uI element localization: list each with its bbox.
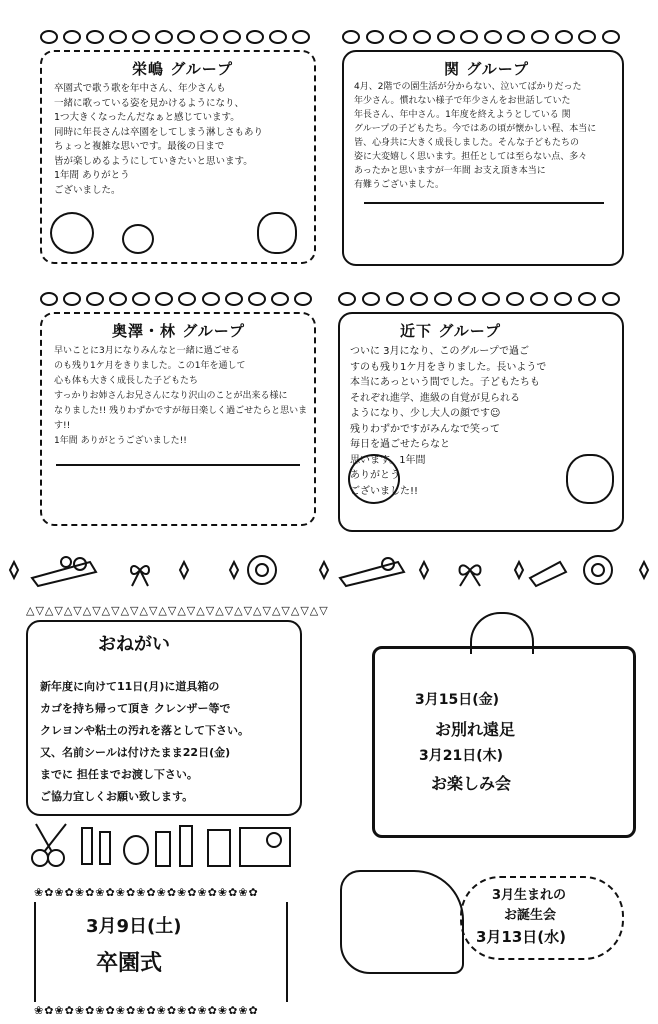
event-name-2: お楽しみ会 xyxy=(431,774,512,793)
request-body: 新年度に向けて11日(月)に道具箱の カゴを持ち帰って頂き クレンザー等で クレヨンや粘土の汚れを落として下さい。 又、名前シールは付けたまま22日(金) までに 担任までお渡し下さい。 ご協力宜しくお願い致します。 xyxy=(40,680,249,803)
mid-garland-2 xyxy=(338,290,620,308)
top-garland-2 xyxy=(342,28,620,46)
request-box xyxy=(26,620,302,816)
stationery-illustration xyxy=(26,818,296,870)
birthday-line2: お誕生会 xyxy=(504,908,557,923)
event-date-1: 3月15日(金) xyxy=(415,692,500,708)
note-title: 奥澤・林 グループ xyxy=(112,322,246,340)
note-body: 卒園式で歌う歌を年中さん、年少さんも 一緒に歌っている姿を見かけるようになり、 1つ大きくなったんだなぁと感じています。 同時に年長さんは卒園をしてしまう淋しさもあり ちょっと複雑な思いです。最後の日まで 皆が楽しめるようにしていきたいと思います。 1年間 ありがとう ございました。 xyxy=(54,83,264,196)
note-sakaeshima xyxy=(40,50,316,264)
note-title: 近下 グループ xyxy=(400,322,502,340)
birthday-date: 3月13日(水) xyxy=(476,928,567,946)
graduation-date: 3月9日(土) xyxy=(86,916,182,937)
rabbit-illustration xyxy=(257,212,297,254)
airplane-illustration xyxy=(340,870,464,974)
frog-illustration xyxy=(122,224,154,254)
graduation-box xyxy=(34,902,288,1002)
note-body: ついに 3月になり、このグループで過ご すのも残り1ケ月をきりました。長いようで 本当にあっという間でした。子どもたちも それぞれ進学、進級の自覚が見られる ようになり、少し大人の顔です☺ 残りわずかですがみんなで笑って 毎日を過ごせたらなと 思います。1年間 ありがとう ございました!! xyxy=(350,346,547,497)
note-body: 早いことに3月になりみんなと一緒に過ごせる のも残り1ケ月をきりました。この1年を通して 心も体も大きく成長した子どもたち すっかりお姉さんお兄さんになり沢山のことが出来る様に なりました!! 残りわずかですが毎日楽しく過ごせたらと思います!! 1年間 ありがとうございました!! xyxy=(54,346,308,446)
event-date-2: 3月21日(木) xyxy=(419,748,504,764)
graduation-top-border: ❀✿❀✿❀✿❀✿❀✿❀✿❀✿❀✿❀✿❀✿❀✿ xyxy=(34,886,259,899)
request-top-border: △▽△▽△▽△▽△▽△▽△▽△▽△▽△▽△▽△▽△▽△▽△▽△▽ xyxy=(26,604,329,617)
rabbit-illustration xyxy=(566,454,614,504)
events-frame xyxy=(372,646,636,838)
decorative-divider xyxy=(0,548,658,592)
mid-garland-1 xyxy=(40,290,312,308)
birthday-line1: 3月生まれの xyxy=(492,888,567,903)
note-chikashita xyxy=(338,312,624,532)
birthday-bubble xyxy=(460,876,624,960)
animal-group-illustration xyxy=(56,464,300,518)
note-body: 4月、2階での園生活が分からない、泣いてばかりだった 年少さん。慣れない様子で年少さんをお世話していた 年長さん、年中さん。1年度を終えようとしている 関 グループの子どもたち。今ではあの頃が懐かしい程、本当に 皆、心身共に大きく成長しました。そんな子どもたちの 姿に大変嬉しく思います。担任としては至らない点、多々 あったかと思いますが一年間 お支え頂き本当に 有難うございました。 xyxy=(354,82,597,190)
request-title: おねがい xyxy=(98,634,170,655)
note-title: 関 グループ xyxy=(444,60,530,78)
top-garland-1 xyxy=(40,28,310,46)
graduation-name: 卒園式 xyxy=(96,951,163,976)
event-name-1: お別れ遠足 xyxy=(435,720,516,739)
note-title: 栄嶋 グループ xyxy=(132,60,234,78)
note-okusawa-hayashi xyxy=(40,312,316,526)
bear-illustration xyxy=(50,212,94,254)
bear-illustration xyxy=(348,454,400,504)
animal-group-illustration xyxy=(364,202,604,256)
note-seki xyxy=(342,50,624,266)
castle-top-illustration xyxy=(470,612,534,654)
graduation-bottom-border: ❀✿❀✿❀✿❀✿❀✿❀✿❀✿❀✿❀✿❀✿❀✿ xyxy=(34,1004,259,1017)
